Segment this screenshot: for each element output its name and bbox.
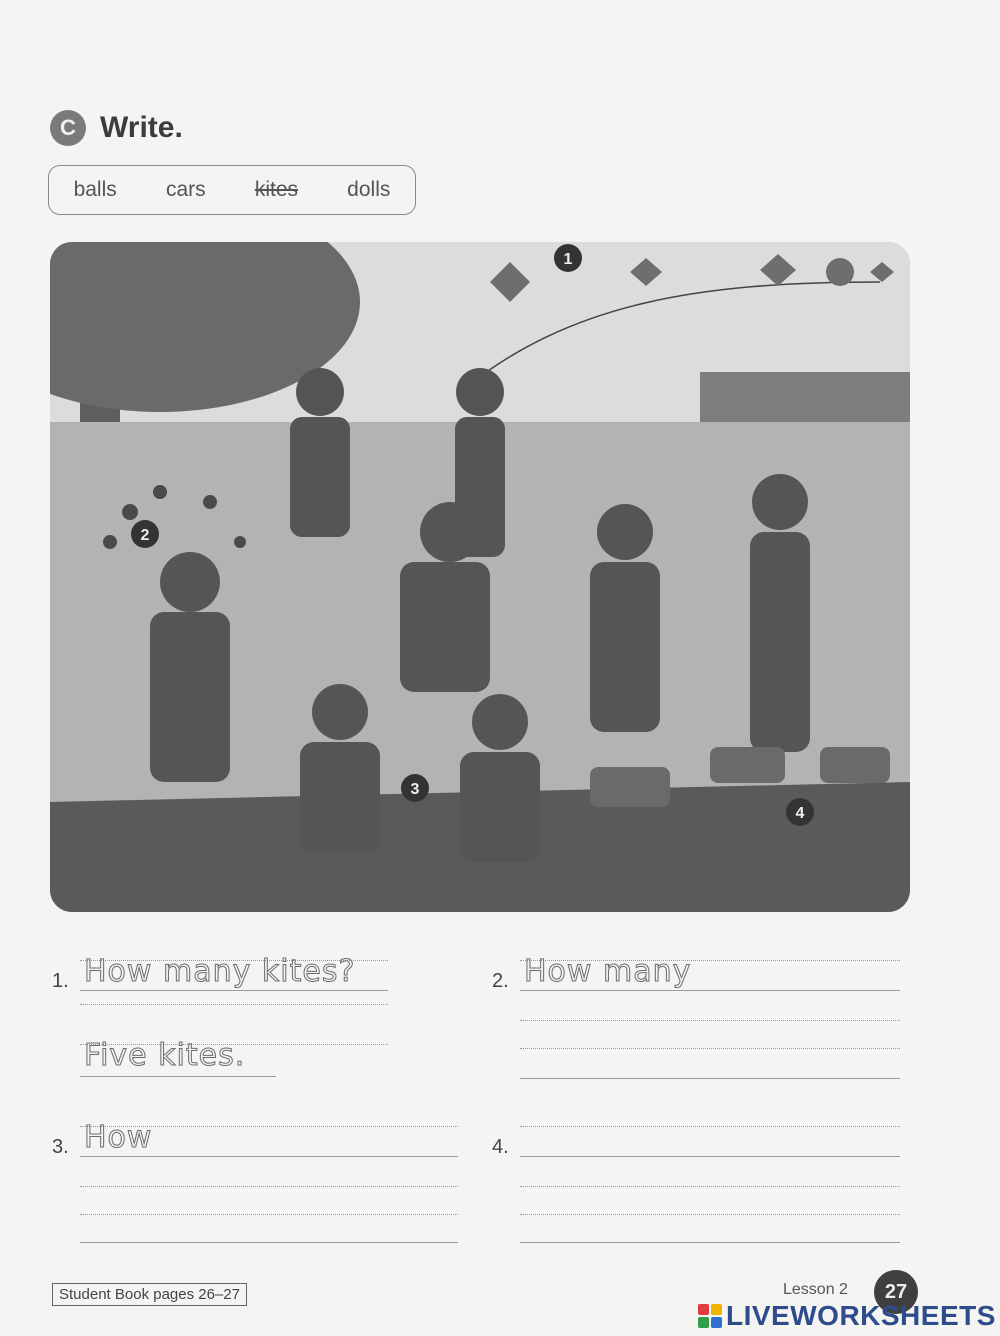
lesson-label: Lesson 2 bbox=[783, 1281, 848, 1298]
word-bank-item: cars bbox=[165, 178, 206, 201]
word-bank-item-crossed: kites bbox=[254, 178, 298, 201]
section-badge: C bbox=[50, 110, 86, 146]
question-number: 4. bbox=[492, 1136, 509, 1158]
page-number: 27 bbox=[874, 1270, 918, 1314]
scene-marker-2: 2 bbox=[140, 527, 150, 544]
answer-lines-q1 bbox=[80, 950, 388, 1090]
brand-name: LIVEWORKSHEETS bbox=[726, 1300, 996, 1331]
book-reference: Student Book pages 26–27 bbox=[52, 1283, 247, 1306]
section-header bbox=[50, 110, 183, 146]
traced-text: How many bbox=[524, 954, 692, 989]
brand-logo-icon bbox=[698, 1304, 722, 1328]
section-title: Write. bbox=[100, 111, 183, 144]
word-bank-item: balls bbox=[73, 178, 117, 201]
brand-watermark[interactable] bbox=[698, 1300, 996, 1332]
answer-lines-q4 bbox=[520, 1116, 900, 1256]
scene-marker-3: 3 bbox=[410, 781, 420, 798]
illustration-park-scene bbox=[50, 242, 910, 912]
question-number: 1. bbox=[52, 970, 69, 992]
traced-text: Five kites. bbox=[84, 1038, 246, 1073]
answer-lines-q3 bbox=[80, 1116, 458, 1256]
word-bank-item: dolls bbox=[347, 178, 391, 201]
traced-text: How bbox=[84, 1120, 153, 1155]
question-number: 2. bbox=[492, 970, 509, 992]
answer-lines-q2 bbox=[520, 950, 900, 1110]
question-number: 3. bbox=[52, 1136, 69, 1158]
scene-marker-1: 1 bbox=[563, 251, 573, 268]
scene-marker-4: 4 bbox=[795, 805, 805, 822]
traced-text: How many kites? bbox=[84, 954, 356, 989]
word-bank bbox=[48, 165, 416, 215]
